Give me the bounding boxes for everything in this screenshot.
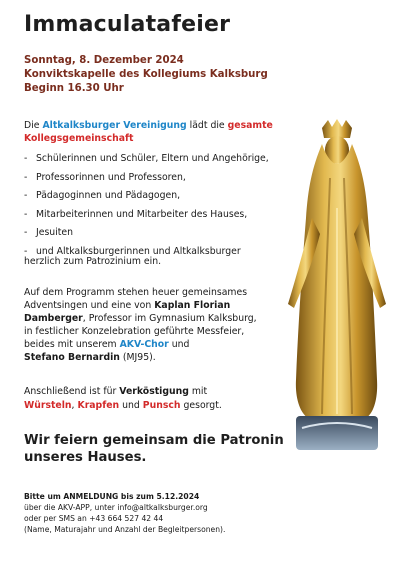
food-line: Anschließend ist für Verköstigung mit: [24, 386, 208, 397]
program-line: beides mit unserem AKV-Chor und: [24, 339, 190, 350]
catering-word: Verköstigung: [119, 386, 189, 397]
intro-whole: gesamte: [227, 120, 273, 131]
intro-invites: lädt die: [189, 120, 225, 131]
program-line: in festlicher Konzelebration geführte Messfeier,: [24, 326, 245, 337]
list-item: - Mitarbeiterinnen und Mitarbeiter des Hauses,: [24, 208, 248, 220]
food-krapfen: Krapfen: [77, 399, 120, 411]
registration-note: (Name, Maturajahr und Anzahl der Begleitpersonen).: [24, 525, 226, 534]
crown-shape: [322, 119, 352, 138]
registration-app: über die AKV-APP, unter info@altkalksburger.org: [24, 503, 208, 512]
intro-paragraph: [24, 120, 274, 145]
celebration-heading: Wir feiern gemeinsam die Patronin unseres Hauses.: [24, 433, 284, 465]
registration-sms: oder per SMS an +43 664 527 42 44: [24, 514, 164, 523]
program-paragraph: [24, 286, 286, 364]
food-wuerstel: Würsteln: [24, 399, 72, 411]
program-line: Damberger, Professor im Gymnasium Kalksburg,: [24, 313, 257, 324]
list-item: - Pädagoginnen und Pädagogen,: [24, 190, 181, 202]
event-date: Sonntag, 8. Dezember 2024: [24, 55, 184, 66]
list-item: - Jesuiten: [24, 227, 74, 239]
golden-mary-statue-image: [282, 118, 392, 458]
program-line: Adventsingen und eine von Kaplan Florian: [24, 300, 231, 311]
event-location: Konviktskapelle des Kollegiums Kalksburg: [24, 69, 268, 80]
org-name: Altkalksburger Vereinigung: [42, 120, 187, 131]
kaplan-name: Kaplan Florian: [154, 300, 231, 311]
program-line: Auf dem Programm stehen heuer gemeinsames: [24, 287, 248, 298]
event-time: Beginn 16.30 Uhr: [24, 83, 124, 94]
invitee-list: [24, 153, 294, 265]
food-paragraph: [24, 385, 286, 412]
statue-base: [296, 416, 378, 450]
program-line: Stefano Bernardin (MJ95).: [24, 352, 156, 363]
choir-name: AKV-Chor: [119, 339, 169, 350]
intro-community: Kollegsgemeinschaft: [24, 132, 134, 144]
food-line: Würsteln, Krapfen und Punsch gesorgt.: [24, 399, 222, 411]
intro-the: Die: [24, 120, 40, 131]
stefano-name: Stefano Bernardin: [24, 352, 120, 363]
page-title: Immaculatafeier: [24, 12, 231, 37]
food-punsch: Punsch: [142, 399, 181, 411]
patron-line: herzlich zum Patrozinium ein.: [24, 256, 162, 267]
registration-info: [24, 491, 324, 535]
list-item: - Schülerinnen und Schüler, Eltern und Angehörige,: [24, 153, 269, 164]
list-item: - Professorinnen und Professoren,: [24, 171, 186, 183]
event-details: [24, 54, 268, 96]
registration-deadline: Bitte um ANMELDUNG bis zum 5.12.2024: [24, 492, 200, 501]
damberger-name: Damberger: [24, 313, 83, 324]
list-item: - und Altkalksburgerinnen und Altkalksburger: [24, 245, 241, 257]
